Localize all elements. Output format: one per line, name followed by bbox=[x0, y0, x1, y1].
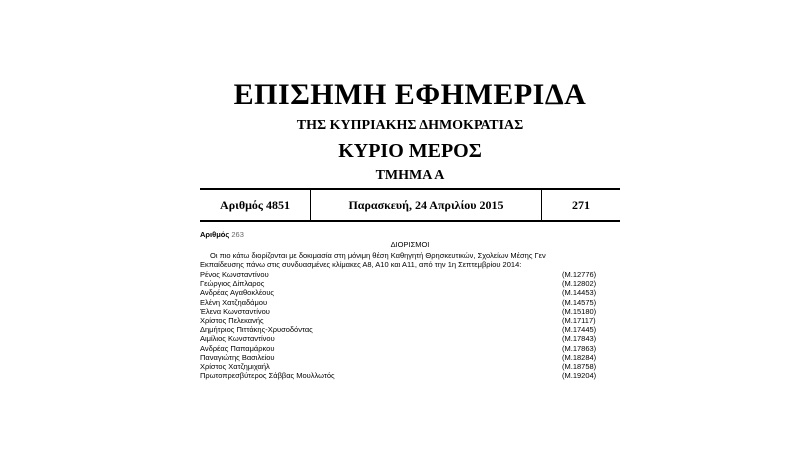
appointee-row bbox=[200, 316, 620, 325]
appointee-row bbox=[200, 334, 620, 343]
appointee-code: (Μ.19204) bbox=[562, 371, 597, 381]
appointee-name: Δημήτριος Πιττάκης-Χρυσοδόντας bbox=[200, 325, 313, 335]
appointee-row bbox=[200, 279, 620, 288]
appointee-code: (Μ.17843) bbox=[562, 334, 597, 344]
appointee-name: Πρωτοπρεσβύτερος Σάββας Μουλλωτός bbox=[200, 371, 335, 381]
appointee-name: Ρένος Κωνσταντίνου bbox=[200, 270, 269, 279]
issue-date: Παρασκευή, 24 Απριλίου 2015 bbox=[311, 190, 542, 220]
appointee-row bbox=[200, 325, 620, 334]
appointee-row bbox=[200, 362, 620, 371]
gazette-subtitle: ΤΗΣ ΚΥΠΡΙΑΚΗΣ ΔΗΜΟΚΡΑΤΙΑΣ bbox=[296, 118, 524, 133]
appointee-name: Χρίστος Πελεκανής bbox=[200, 315, 264, 325]
gazette-section: ΤΜΗΜΑ Α bbox=[375, 168, 445, 183]
appointee-name: Έλενα Κωνσταντίνου bbox=[200, 306, 270, 316]
appointee-list bbox=[200, 270, 620, 380]
appointee-name: Ανδρέας Αγαθοκλέους bbox=[200, 288, 275, 298]
issue-number: Αριθμός 4851 bbox=[200, 190, 311, 220]
issue-info-bar bbox=[200, 188, 620, 222]
appointee-code: (Μ.12776) bbox=[562, 270, 597, 279]
appointee-code: (Μ.18758) bbox=[562, 361, 597, 371]
gazette-part: ΚΥΡΙΟ ΜΕΡΟΣ bbox=[338, 140, 482, 162]
appointee-row bbox=[200, 298, 620, 307]
appointee-code: (Μ.14575) bbox=[562, 297, 597, 307]
appointee-code: (Μ.17863) bbox=[562, 343, 597, 353]
appointee-code: (Μ.12802) bbox=[562, 279, 597, 289]
appointee-name: Ελένη Χατζηαδάμου bbox=[200, 297, 268, 307]
appointee-code: (Μ.17445) bbox=[562, 325, 597, 335]
issue-page-number: 271 bbox=[572, 198, 590, 212]
appointee-name: Ανδρέας Παπαμάρκου bbox=[200, 343, 275, 353]
appointee-name: Γεώργιος Δίπλαρος bbox=[200, 279, 265, 289]
appointee-code: (Μ.14453) bbox=[562, 288, 597, 298]
notice-intro-line-1: Οι πιο κάτω διορίζονται με δοκιμασία στη μόνιμη θέση Καθηγητή Θρησκευτικών, Σχολείων Μέσης Γεν bbox=[210, 251, 546, 260]
appointee-row bbox=[200, 288, 620, 297]
appointee-row bbox=[200, 371, 620, 380]
notice-heading: ΔΙΟΡΙΣΜΟΙ bbox=[390, 240, 430, 249]
appointee-code: (Μ.15180) bbox=[562, 306, 597, 316]
notice-number-value: 263 bbox=[231, 230, 244, 239]
notice-number-label: Αριθμός bbox=[200, 230, 230, 239]
appointee-name: Αιμίλιος Κωνσταντίνου bbox=[200, 334, 275, 344]
appointee-row bbox=[200, 307, 620, 316]
appointee-name: Χρίστος Χατζημιχαήλ bbox=[200, 361, 270, 371]
appointee-row bbox=[200, 270, 620, 279]
appointee-code: (Μ.18284) bbox=[562, 352, 597, 362]
gazette-title: ΕΠΙΣΗΜΗ ΕΦΗΜΕΡΙΔΑ bbox=[233, 78, 587, 111]
notice-intro-line-2: Εκπαίδευσης πάνω στις συνδυασμένες κλίμακες Α8, Α10 και Α11, από την 1η Σεπτεμβρίου 2014: bbox=[200, 260, 522, 269]
appointee-name: Παναγιώτης Βασιλείου bbox=[200, 352, 275, 362]
notice-number bbox=[200, 230, 620, 239]
appointee-row bbox=[200, 344, 620, 353]
appointee-row bbox=[200, 353, 620, 362]
appointee-code: (Μ.17117) bbox=[562, 315, 596, 325]
